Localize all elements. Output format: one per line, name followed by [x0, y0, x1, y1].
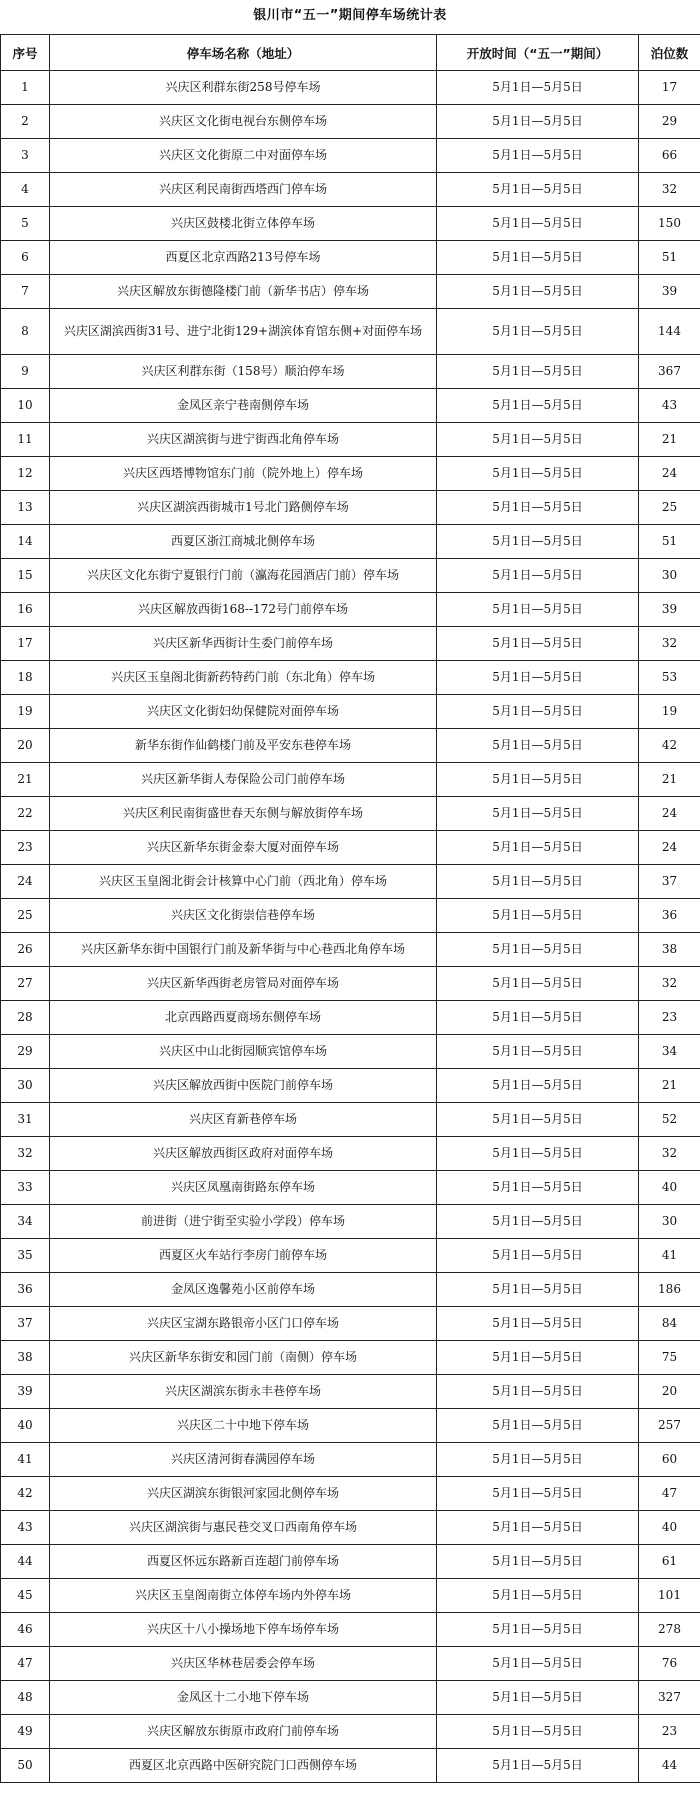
table-row — [1, 105, 700, 139]
cell-spaces: 32 — [639, 967, 700, 1001]
cell-name: 金凤区亲宁巷南侧停车场 — [50, 389, 437, 423]
table-row — [1, 423, 700, 457]
cell-spaces: 47 — [639, 1477, 700, 1511]
cell-name: 兴庆区十八小操场地下停车场停车场 — [50, 1613, 437, 1647]
cell-spaces: 75 — [639, 1341, 700, 1375]
cell-spaces: 25 — [639, 491, 700, 525]
cell-open-time: 5月1日—5月5日 — [437, 1001, 639, 1035]
table-row — [1, 1443, 700, 1477]
table-row — [1, 1477, 700, 1511]
cell-spaces: 30 — [639, 1205, 700, 1239]
parking-table — [0, 34, 700, 1783]
cell-open-time: 5月1日—5月5日 — [437, 729, 639, 763]
cell-index: 47 — [1, 1647, 50, 1681]
cell-name: 兴庆区二十中地下停车场 — [50, 1409, 437, 1443]
cell-index: 16 — [1, 593, 50, 627]
cell-open-time: 5月1日—5月5日 — [437, 661, 639, 695]
cell-name: 前进街（进宁街至实验小学段）停车场 — [50, 1205, 437, 1239]
cell-index: 2 — [1, 105, 50, 139]
cell-spaces: 32 — [639, 627, 700, 661]
table-row — [1, 1715, 700, 1749]
table-row — [1, 797, 700, 831]
cell-spaces: 29 — [639, 105, 700, 139]
cell-index: 18 — [1, 661, 50, 695]
cell-spaces: 24 — [639, 831, 700, 865]
cell-open-time: 5月1日—5月5日 — [437, 525, 639, 559]
cell-index: 36 — [1, 1273, 50, 1307]
cell-index: 46 — [1, 1613, 50, 1647]
cell-index: 42 — [1, 1477, 50, 1511]
cell-index: 33 — [1, 1171, 50, 1205]
cell-spaces: 52 — [639, 1103, 700, 1137]
table-row — [1, 967, 700, 1001]
cell-open-time: 5月1日—5月5日 — [437, 1579, 639, 1613]
table-row — [1, 389, 700, 423]
header-index: 序号 — [1, 35, 50, 71]
cell-open-time: 5月1日—5月5日 — [437, 1137, 639, 1171]
cell-name: 西夏区北京西路中医研究院门口西侧停车场 — [50, 1749, 437, 1783]
cell-spaces: 23 — [639, 1001, 700, 1035]
cell-index: 29 — [1, 1035, 50, 1069]
cell-name: 兴庆区鼓楼北街立体停车场 — [50, 207, 437, 241]
table-title: 银川市“五一”期间停车场统计表 — [253, 8, 447, 23]
cell-open-time: 5月1日—5月5日 — [437, 1477, 639, 1511]
cell-name: 兴庆区解放西街中医院门前停车场 — [50, 1069, 437, 1103]
cell-name: 兴庆区新华东街中国银行门前及新华街与中心巷西北角停车场 — [50, 933, 437, 967]
cell-spaces: 186 — [639, 1273, 700, 1307]
cell-spaces: 19 — [639, 695, 700, 729]
cell-index: 17 — [1, 627, 50, 661]
cell-spaces: 24 — [639, 457, 700, 491]
table-row — [1, 593, 700, 627]
cell-open-time: 5月1日—5月5日 — [437, 1239, 639, 1273]
cell-index: 9 — [1, 355, 50, 389]
cell-index: 49 — [1, 1715, 50, 1749]
cell-name: 兴庆区文化街原二中对面停车场 — [50, 139, 437, 173]
cell-spaces: 150 — [639, 207, 700, 241]
cell-open-time: 5月1日—5月5日 — [437, 1749, 639, 1783]
table-row — [1, 139, 700, 173]
cell-index: 8 — [1, 309, 50, 355]
cell-open-time: 5月1日—5月5日 — [437, 1443, 639, 1477]
cell-open-time: 5月1日—5月5日 — [437, 207, 639, 241]
cell-index: 27 — [1, 967, 50, 1001]
cell-name: 兴庆区西塔博物馆东门前（院外地上）停车场 — [50, 457, 437, 491]
cell-spaces: 327 — [639, 1681, 700, 1715]
cell-name: 兴庆区湖滨街与进宁街西北角停车场 — [50, 423, 437, 457]
cell-open-time: 5月1日—5月5日 — [437, 967, 639, 1001]
cell-open-time: 5月1日—5月5日 — [437, 173, 639, 207]
cell-open-time: 5月1日—5月5日 — [437, 275, 639, 309]
cell-name: 兴庆区湖滨街与惠民巷交叉口西南角停车场 — [50, 1511, 437, 1545]
cell-open-time: 5月1日—5月5日 — [437, 627, 639, 661]
cell-index: 28 — [1, 1001, 50, 1035]
table-row — [1, 729, 700, 763]
cell-open-time: 5月1日—5月5日 — [437, 1307, 639, 1341]
table-row — [1, 661, 700, 695]
cell-name: 兴庆区新华东街金泰大厦对面停车场 — [50, 831, 437, 865]
cell-index: 37 — [1, 1307, 50, 1341]
table-row — [1, 1647, 700, 1681]
cell-open-time: 5月1日—5月5日 — [437, 831, 639, 865]
cell-index: 41 — [1, 1443, 50, 1477]
table-row — [1, 763, 700, 797]
cell-index: 7 — [1, 275, 50, 309]
cell-name: 西夏区浙江商城北侧停车场 — [50, 525, 437, 559]
cell-open-time: 5月1日—5月5日 — [437, 457, 639, 491]
table-row — [1, 457, 700, 491]
cell-spaces: 51 — [639, 241, 700, 275]
cell-spaces: 30 — [639, 559, 700, 593]
cell-spaces: 144 — [639, 309, 700, 355]
cell-spaces: 32 — [639, 173, 700, 207]
cell-index: 20 — [1, 729, 50, 763]
cell-index: 43 — [1, 1511, 50, 1545]
cell-open-time: 5月1日—5月5日 — [437, 763, 639, 797]
cell-open-time: 5月1日—5月5日 — [437, 865, 639, 899]
cell-index: 4 — [1, 173, 50, 207]
cell-open-time: 5月1日—5月5日 — [437, 1715, 639, 1749]
cell-index: 32 — [1, 1137, 50, 1171]
cell-spaces: 40 — [639, 1171, 700, 1205]
cell-spaces: 23 — [639, 1715, 700, 1749]
table-row — [1, 1035, 700, 1069]
cell-name: 兴庆区玉皇阁北街会计核算中心门前（西北角）停车场 — [50, 865, 437, 899]
cell-open-time: 5月1日—5月5日 — [437, 1647, 639, 1681]
cell-index: 39 — [1, 1375, 50, 1409]
cell-open-time: 5月1日—5月5日 — [437, 139, 639, 173]
cell-name: 兴庆区中山北街园顺宾馆停车场 — [50, 1035, 437, 1069]
cell-name: 兴庆区利民南街西塔西门停车场 — [50, 173, 437, 207]
table-row — [1, 1239, 700, 1273]
cell-name: 西夏区怀远东路新百连超门前停车场 — [50, 1545, 437, 1579]
table-row — [1, 1613, 700, 1647]
cell-name: 北京西路西夏商场东侧停车场 — [50, 1001, 437, 1035]
cell-name: 兴庆区育新巷停车场 — [50, 1103, 437, 1137]
table-row — [1, 865, 700, 899]
cell-name: 兴庆区利群东街（158号）顺泊停车场 — [50, 355, 437, 389]
cell-index: 30 — [1, 1069, 50, 1103]
cell-index: 23 — [1, 831, 50, 865]
table-row — [1, 899, 700, 933]
table-row — [1, 1137, 700, 1171]
cell-name: 西夏区火车站行李房门前停车场 — [50, 1239, 437, 1273]
cell-name: 兴庆区玉皇阁北街新药特药门前（东北角）停车场 — [50, 661, 437, 695]
cell-spaces: 60 — [639, 1443, 700, 1477]
cell-open-time: 5月1日—5月5日 — [437, 491, 639, 525]
cell-spaces: 38 — [639, 933, 700, 967]
cell-open-time: 5月1日—5月5日 — [437, 559, 639, 593]
table-row — [1, 559, 700, 593]
cell-index: 45 — [1, 1579, 50, 1613]
table-row — [1, 1069, 700, 1103]
table-row — [1, 275, 700, 309]
cell-spaces: 76 — [639, 1647, 700, 1681]
cell-index: 44 — [1, 1545, 50, 1579]
cell-spaces: 21 — [639, 763, 700, 797]
cell-index: 25 — [1, 899, 50, 933]
cell-name: 新华东街作仙鹤楼门前及平安东巷停车场 — [50, 729, 437, 763]
table-row — [1, 491, 700, 525]
cell-open-time: 5月1日—5月5日 — [437, 71, 639, 105]
table-row — [1, 1307, 700, 1341]
cell-open-time: 5月1日—5月5日 — [437, 1375, 639, 1409]
table-row — [1, 695, 700, 729]
cell-name: 兴庆区解放西街区政府对面停车场 — [50, 1137, 437, 1171]
cell-index: 12 — [1, 457, 50, 491]
cell-spaces: 20 — [639, 1375, 700, 1409]
cell-index: 11 — [1, 423, 50, 457]
table-body — [1, 71, 700, 1783]
cell-name: 西夏区北京西路213号停车场 — [50, 241, 437, 275]
cell-spaces: 40 — [639, 1511, 700, 1545]
cell-index: 1 — [1, 71, 50, 105]
cell-spaces: 24 — [639, 797, 700, 831]
cell-name: 兴庆区文化街电视台东侧停车场 — [50, 105, 437, 139]
table-row — [1, 1103, 700, 1137]
cell-open-time: 5月1日—5月5日 — [437, 1681, 639, 1715]
cell-open-time: 5月1日—5月5日 — [437, 899, 639, 933]
cell-open-time: 5月1日—5月5日 — [437, 1273, 639, 1307]
cell-open-time: 5月1日—5月5日 — [437, 1205, 639, 1239]
table-row — [1, 1545, 700, 1579]
cell-open-time: 5月1日—5月5日 — [437, 695, 639, 729]
cell-index: 26 — [1, 933, 50, 967]
table-row — [1, 207, 700, 241]
cell-index: 24 — [1, 865, 50, 899]
cell-open-time: 5月1日—5月5日 — [437, 1341, 639, 1375]
cell-spaces: 42 — [639, 729, 700, 763]
cell-open-time: 5月1日—5月5日 — [437, 1409, 639, 1443]
header-row — [1, 35, 700, 71]
cell-spaces: 21 — [639, 1069, 700, 1103]
cell-spaces: 66 — [639, 139, 700, 173]
table-row — [1, 1409, 700, 1443]
cell-name: 金凤区十二小地下停车场 — [50, 1681, 437, 1715]
cell-name: 兴庆区凤凰南街路东停车场 — [50, 1171, 437, 1205]
cell-spaces: 84 — [639, 1307, 700, 1341]
cell-spaces: 51 — [639, 525, 700, 559]
cell-index: 10 — [1, 389, 50, 423]
cell-index: 48 — [1, 1681, 50, 1715]
cell-index: 13 — [1, 491, 50, 525]
cell-spaces: 17 — [639, 71, 700, 105]
cell-index: 50 — [1, 1749, 50, 1783]
cell-name: 兴庆区利民南街盛世春天东侧与解放街停车场 — [50, 797, 437, 831]
cell-index: 21 — [1, 763, 50, 797]
cell-index: 34 — [1, 1205, 50, 1239]
cell-name: 兴庆区解放东街原市政府门前停车场 — [50, 1715, 437, 1749]
cell-spaces: 39 — [639, 593, 700, 627]
cell-open-time: 5月1日—5月5日 — [437, 309, 639, 355]
cell-name: 兴庆区解放西街168--172号门前停车场 — [50, 593, 437, 627]
cell-index: 6 — [1, 241, 50, 275]
cell-spaces: 44 — [639, 1749, 700, 1783]
cell-index: 15 — [1, 559, 50, 593]
cell-name: 兴庆区宝湖东路银帝小区门口停车场 — [50, 1307, 437, 1341]
cell-name: 兴庆区文化街崇信巷停车场 — [50, 899, 437, 933]
cell-open-time: 5月1日—5月5日 — [437, 933, 639, 967]
cell-open-time: 5月1日—5月5日 — [437, 593, 639, 627]
header-spaces: 泊位数 — [639, 35, 700, 71]
cell-spaces: 61 — [639, 1545, 700, 1579]
table-row — [1, 309, 700, 355]
cell-open-time: 5月1日—5月5日 — [437, 1545, 639, 1579]
table-row — [1, 1681, 700, 1715]
cell-open-time: 5月1日—5月5日 — [437, 105, 639, 139]
cell-index: 31 — [1, 1103, 50, 1137]
cell-index: 3 — [1, 139, 50, 173]
cell-spaces: 37 — [639, 865, 700, 899]
cell-open-time: 5月1日—5月5日 — [437, 1035, 639, 1069]
cell-name: 兴庆区湖滨东街永丰巷停车场 — [50, 1375, 437, 1409]
cell-open-time: 5月1日—5月5日 — [437, 241, 639, 275]
cell-index: 14 — [1, 525, 50, 559]
cell-spaces: 39 — [639, 275, 700, 309]
cell-spaces: 21 — [639, 423, 700, 457]
table-row — [1, 173, 700, 207]
cell-open-time: 5月1日—5月5日 — [437, 355, 639, 389]
cell-spaces: 257 — [639, 1409, 700, 1443]
cell-name: 兴庆区华林巷居委会停车场 — [50, 1647, 437, 1681]
cell-spaces: 32 — [639, 1137, 700, 1171]
cell-spaces: 41 — [639, 1239, 700, 1273]
cell-name: 兴庆区新华街人寿保险公司门前停车场 — [50, 763, 437, 797]
table-row — [1, 831, 700, 865]
cell-spaces: 53 — [639, 661, 700, 695]
cell-name: 兴庆区利群东街258号停车场 — [50, 71, 437, 105]
cell-name: 兴庆区湖滨西街城市1号北门路侧停车场 — [50, 491, 437, 525]
cell-open-time: 5月1日—5月5日 — [437, 1069, 639, 1103]
cell-name: 兴庆区文化东街宁夏银行门前（瀛海花园酒店门前）停车场 — [50, 559, 437, 593]
cell-index: 38 — [1, 1341, 50, 1375]
cell-index: 40 — [1, 1409, 50, 1443]
cell-index: 22 — [1, 797, 50, 831]
table-row — [1, 1171, 700, 1205]
cell-spaces: 36 — [639, 899, 700, 933]
cell-open-time: 5月1日—5月5日 — [437, 1613, 639, 1647]
table-row — [1, 355, 700, 389]
cell-name: 兴庆区玉皇阁南街立体停车场内外停车场 — [50, 1579, 437, 1613]
table-row — [1, 1511, 700, 1545]
cell-index: 35 — [1, 1239, 50, 1273]
header-open-time: 开放时间（“五一”期间） — [437, 35, 639, 71]
cell-spaces: 34 — [639, 1035, 700, 1069]
table-row — [1, 1375, 700, 1409]
table-row — [1, 241, 700, 275]
table-row — [1, 525, 700, 559]
cell-name: 兴庆区新华西街计生委门前停车场 — [50, 627, 437, 661]
cell-name: 兴庆区湖滨东街银河家园北侧停车场 — [50, 1477, 437, 1511]
cell-index: 19 — [1, 695, 50, 729]
table-row — [1, 71, 700, 105]
cell-spaces: 101 — [639, 1579, 700, 1613]
cell-name: 兴庆区湖滨西街31号、进宁北街129+湖滨体育馆东侧+对面停车场 — [50, 309, 437, 355]
table-row — [1, 1579, 700, 1613]
cell-spaces: 367 — [639, 355, 700, 389]
table-row — [1, 1205, 700, 1239]
cell-name: 兴庆区解放东街德隆楼门前（新华书店）停车场 — [50, 275, 437, 309]
cell-spaces: 278 — [639, 1613, 700, 1647]
header-name: 停车场名称（地址） — [50, 35, 437, 71]
cell-open-time: 5月1日—5月5日 — [437, 797, 639, 831]
cell-name: 兴庆区文化街妇幼保健院对面停车场 — [50, 695, 437, 729]
cell-name: 兴庆区清河街春满园停车场 — [50, 1443, 437, 1477]
cell-name: 金凤区逸馨苑小区前停车场 — [50, 1273, 437, 1307]
table-row — [1, 1341, 700, 1375]
table-row — [1, 1273, 700, 1307]
cell-spaces: 43 — [639, 389, 700, 423]
cell-open-time: 5月1日—5月5日 — [437, 1171, 639, 1205]
cell-name: 兴庆区新华东街安和园门前（南侧）停车场 — [50, 1341, 437, 1375]
table-row — [1, 1001, 700, 1035]
cell-index: 5 — [1, 207, 50, 241]
cell-open-time: 5月1日—5月5日 — [437, 389, 639, 423]
cell-name: 兴庆区新华西街老房管局对面停车场 — [50, 967, 437, 1001]
cell-open-time: 5月1日—5月5日 — [437, 1103, 639, 1137]
table-row — [1, 933, 700, 967]
table-row — [1, 627, 700, 661]
table-row — [1, 1749, 700, 1783]
cell-open-time: 5月1日—5月5日 — [437, 423, 639, 457]
cell-open-time: 5月1日—5月5日 — [437, 1511, 639, 1545]
